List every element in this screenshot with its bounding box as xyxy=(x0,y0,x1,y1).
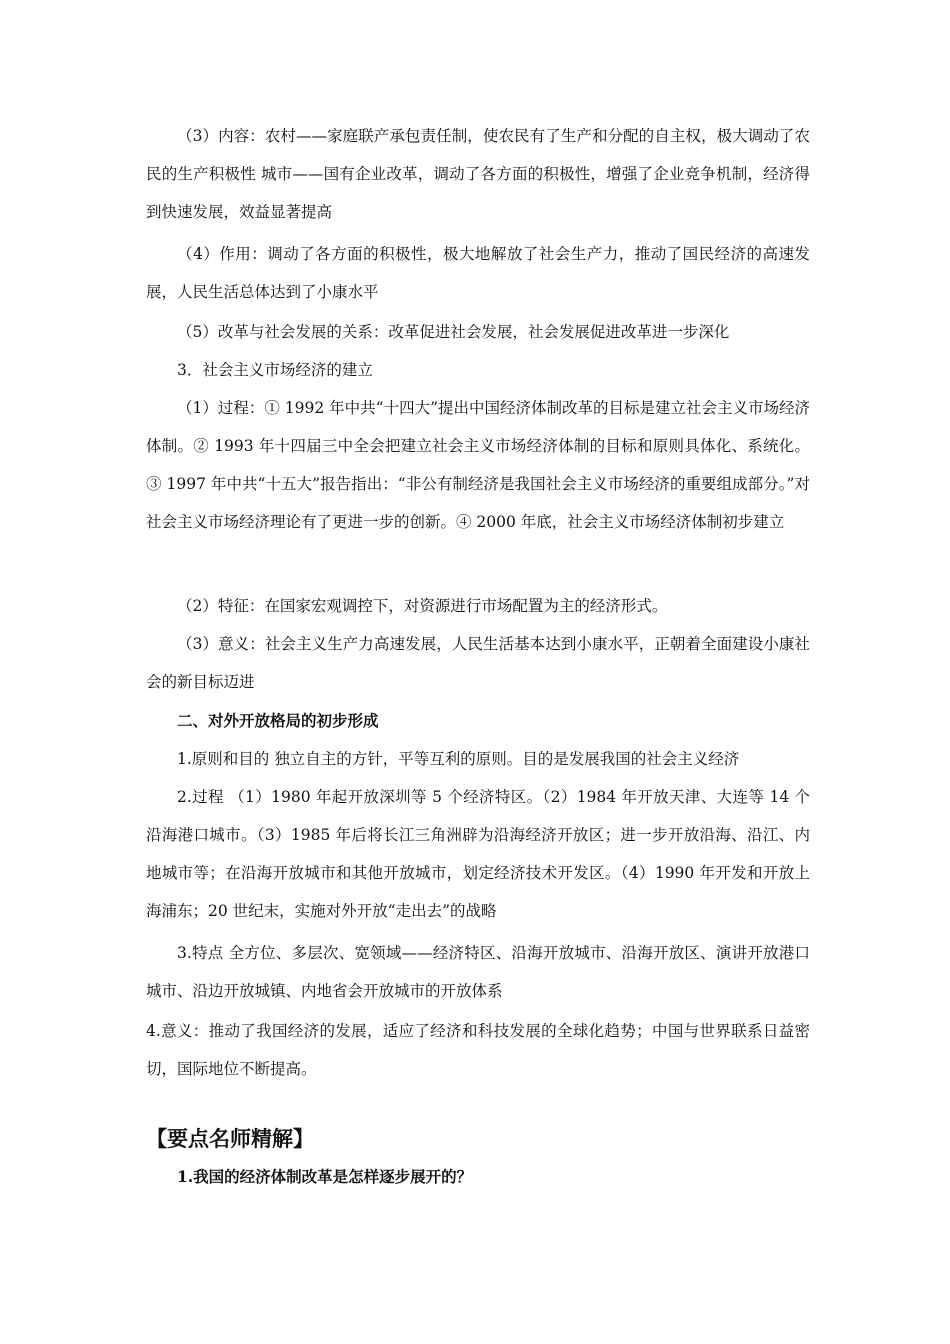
subheading-market-economy: 3．社会主义市场经济的建立 xyxy=(177,361,373,379)
paragraph-process: （1）过程：① 1992 年中共“十四大”提出中国经济体制改革的目标是建立社会主义市场经济体制。② 1993 年十四届三中全会把建立社会主义市场经济体制的目标和原则具体化、系统化。③ 1997 年中共“十五大”报告指出：“非公有制经济是我国社会主义市场经济的重要组成部分。”对社会主义市场经济理论有了更进一步的创新。④ 2000 年底，社会主义市场经济体制初步建立 xyxy=(146,399,811,531)
paragraph-content: （3）内容：农村——家庭联产承包责任制，使农民有了生产和分配的自主权，极大调动了农民的生产积极性 城市——国有企业改革，调动了各方面的积极性，增强了企业竞争机制，经济得到快速发展，效益显著提高 xyxy=(146,127,810,221)
paragraph-opening-significance: 4.意义：推动了我国经济的发展，适应了经济和科技发展的全球化趋势；中国与世界联系日益密切，国际地位不断提高。 xyxy=(146,1022,810,1078)
paragraph-effect: （4）作用：调动了各方面的积极性，极大地解放了社会生产力，推动了国民经济的高速发展，人民生活总体达到了小康水平 xyxy=(146,245,810,301)
paragraph-characteristics: 3.特点 全方位、多层次、宽领域——经济特区、沿海开放城市、沿海开放区、演讲开放港口城市、沿边开放城镇、内地省会开放城市的开放体系 xyxy=(146,944,810,1000)
section-heading: 【要点名师精解】 xyxy=(146,1126,314,1151)
paragraph-feature: （2）特征：在国家宏观调控下，对资源进行市场配置为主的经济形式。 xyxy=(177,597,668,615)
paragraph-relation: （5）改革与社会发展的关系：改革促进社会发展，社会发展促进改革进一步深化 xyxy=(177,323,730,341)
paragraph-significance: （3）意义：社会主义生产力高速发展，人民生活基本达到小康水平，正朝着全面建设小康社会的新目标迈进 xyxy=(146,635,810,691)
paragraph-principle: 1.原则和目的 独立自主的方针，平等互利的原则。目的是发展我国的社会主义经济 xyxy=(177,750,740,768)
section-title-opening-up: 二、对外开放格局的初步形成 xyxy=(177,711,379,730)
question-1: 1.我国的经济体制改革是怎样逐步展开的？ xyxy=(177,1167,473,1186)
paragraph-opening-process: 2.过程 （1）1980 年起开放深圳等 5 个经济特区。（2）1984 年开放天津、大连等 14 个沿海港口城市。（3）1985 年后将长江三角洲辟为沿海经济开放区；进一步开放沿海、沿江、内地城市等；在沿海开放城市和其他开放城市，划定经济技术开发区。（4）1990 年开发和开放上海浦东；20 世纪末，实施对外开放“走出去”的战略 xyxy=(146,788,810,920)
